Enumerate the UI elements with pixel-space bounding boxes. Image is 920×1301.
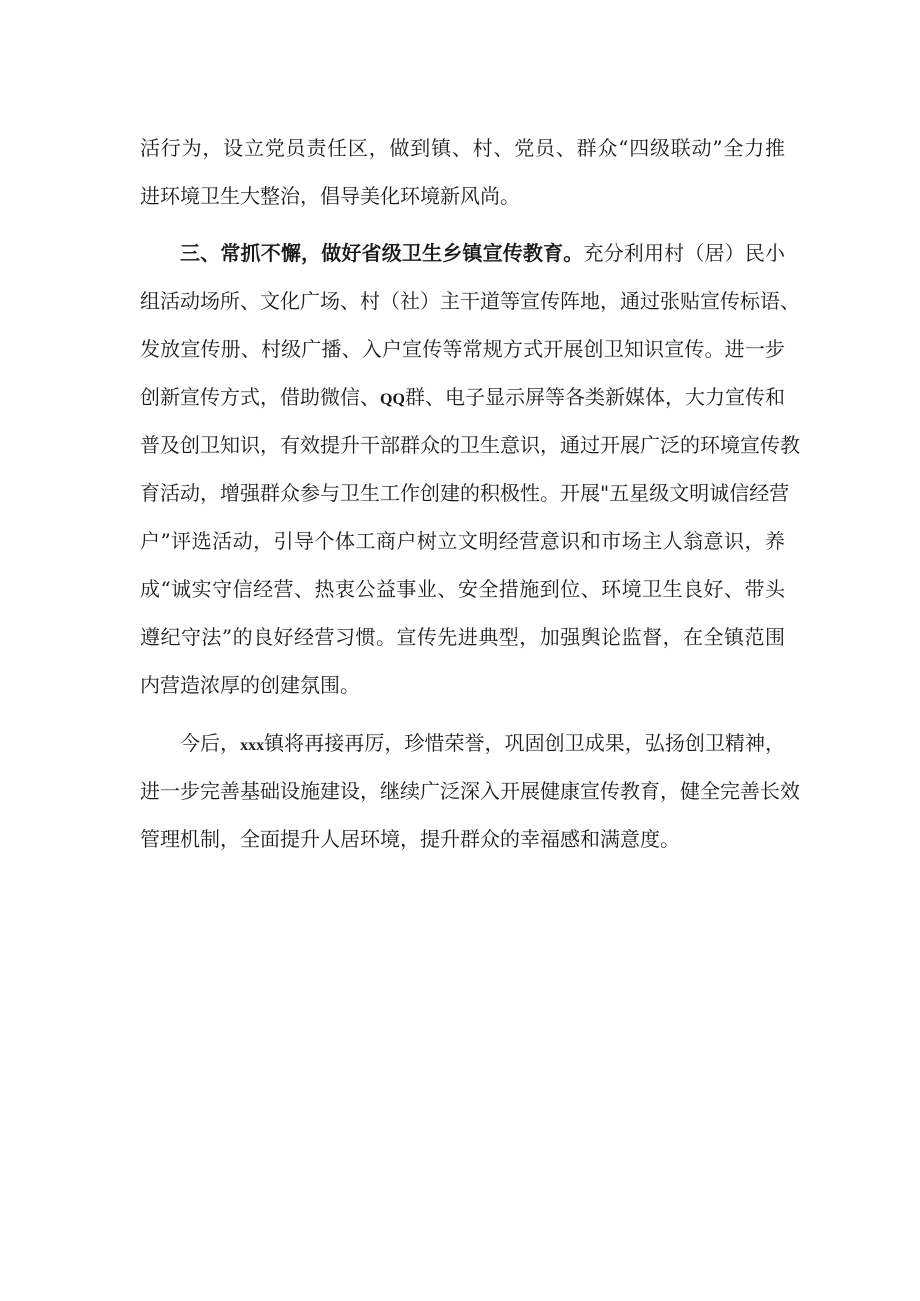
text-line: 组活动场所、文化广场、村（社）主干道等宣传阵地，通过张贴宣传标语、: [140, 289, 800, 313]
text-line: 发放宣传册、村级广播、入户宣传等常规方式开展创卫知识宣传。进一步: [140, 337, 785, 361]
text-line: [140, 242, 785, 290]
text-line: 户”评选活动，引导个体工商户树立文明经营意识和市场主人翁意识，养: [140, 529, 785, 553]
text-line: 进环境卫生大整治，倡导美化环境新风尚。: [140, 184, 520, 208]
paragraph-2: [140, 241, 800, 722]
text-line: 进一步完善基础设施建设，继续广泛深入开展健康宣传教育，健全完善长效: [140, 779, 800, 803]
text-line: [140, 732, 785, 780]
text-line: 普及创卫知识，有效提升干部群众的卫生意识，通过开展广泛的环境宣传教: [140, 433, 800, 457]
paragraph-3: [140, 731, 800, 876]
text-segment: 充分利用村（居）民小: [583, 241, 786, 265]
text-line: 遵纪守法”的良好经营习惯。宣传先进典型，加强舆论监督，在全镇范围: [140, 625, 785, 649]
text-segment: 镇将再接再厉，珍惜荣誉，巩固创卫成果，弘扬创卫精神，: [264, 731, 786, 755]
text-line: 内营造浓厚的创建氛围。: [140, 673, 360, 697]
text-line: 成“诚实守信经营、热衷公益事业、安全措施到位、环境卫生良好、带头: [140, 577, 785, 601]
text-line: 活行为，设立党员责任区，做到镇、村、党员、群众“四级联动”全力推: [140, 136, 785, 160]
text-segment: 群、电子显示屏等各类新媒体，大力宣传和: [404, 385, 786, 409]
paragraph-1: [140, 137, 785, 233]
text-line: [140, 386, 785, 434]
text-segment: 今后，: [180, 731, 241, 755]
section-heading: 三、常抓不懈，做好省级卫生乡镇宣传教育。: [180, 241, 584, 265]
text-line: 管理机制，全面提升人居环境，提升群众的幸福感和满意度。: [140, 827, 680, 851]
text-segment-latin: QQ: [380, 391, 405, 408]
text-segment: 创新宣传方式，借助微信、: [140, 385, 381, 409]
text-segment-latin: xxx: [240, 737, 265, 754]
text-line: 育活动，增强群众参与卫生工作创建的积极性。开展"五星级文明诚信经营: [140, 481, 790, 505]
